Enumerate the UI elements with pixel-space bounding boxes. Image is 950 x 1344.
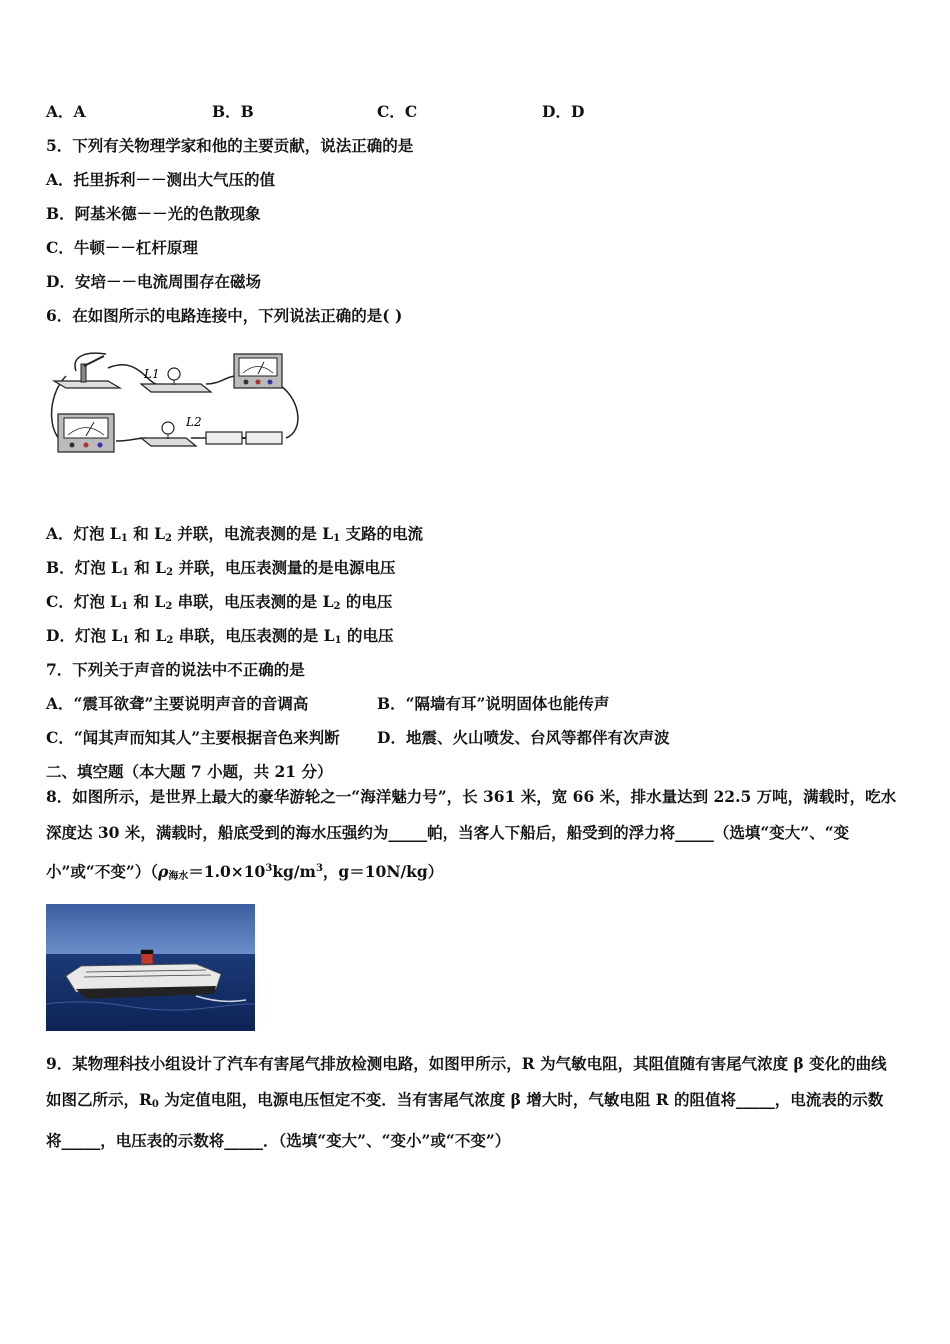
circuit-figure: [46, 346, 302, 468]
section-heading: 二、填空题（本大题 7 小题，共 21 分）: [46, 762, 333, 781]
q5-option-c: C．牛顿－－杠杆原理: [46, 238, 198, 257]
q6-option-b: B．灯泡 $L_1$ 和 $L_2$ 并联，电压表测量的是电源电压: [46, 558, 396, 578]
q4-option-c: C．C: [377, 102, 418, 121]
q5-option-b: B．阿基米德－－光的色散现象: [46, 204, 261, 223]
q6-option-a: A．灯泡 $L_1$ 和 $L_2$ 并联，电流表测的是 $L_1$ 支路的电流: [46, 524, 424, 544]
cruise-ship-image: [46, 904, 255, 1031]
q5-option-a: A．托里拆利－－测出大气压的值: [46, 170, 276, 189]
q6-stem: 6．在如图所示的电路连接中，下列说法正确的是( ): [46, 306, 403, 325]
q7-option-a: A．“震耳欲聋”主要说明声音的音调高: [46, 694, 309, 713]
ship-photo: [46, 904, 255, 1031]
q4-option-d: D．D: [542, 102, 585, 121]
q7-option-c: C．“闻其声而知其人”主要根据音色来判断: [46, 728, 340, 747]
q5-stem: 5．下列有关物理学家和他的主要贡献，说法正确的是: [46, 136, 414, 155]
q7-option-b: B．“隔墙有耳”说明固体也能传声: [377, 694, 610, 713]
q9-text: 9．某物理科技小组设计了汽车有害尾气排放检测电路，如图甲所示，R 为气敏电阻，其阻值随有害尾气浓度 β 变化的曲线如图乙所示，$R_0$ 为定值电阻，电源电压恒定不变．当有害尾气浓度 β 增大时，气敏电阻 R 的阻值将_____，电流表的示数将_____，电压表的示数将_____．（选填“变大”、“变小”或“不变”）: [46, 1054, 887, 1150]
q7-stem: 7．下列关于声音的说法中不正确的是: [46, 660, 305, 679]
q7-option-d: D．地震、火山喷发、台风等都伴有次声波: [377, 728, 670, 747]
q4-option-a: A．A: [46, 102, 86, 121]
q6-option-c: C．灯泡 $L_1$ 和 $L_2$ 串联，电压表测的是 $L_2$ 的电压: [46, 592, 393, 612]
label-l1: L1: [144, 367, 160, 381]
q8-text: 8．如图所示，是世界上最大的豪华游轮之一“海洋魅力号”，长 361 米，宽 66 米，排水量达到 22.5 万吨，满载时，吃水深度达 30 米，满载时，船底受到的海水压强约为_____帕，当客人下船后，船受到的浮力将_____（选填“变大”、“变小”或“不变$”)(\rho_{海水}=1.0\times 10^3kg/m^3$，g＝10N/kg）: [46, 787, 897, 883]
q5-option-d: D．安培－－电流周围存在磁场: [46, 272, 261, 291]
q6-option-d: D．灯泡 $L_1$ 和 $L_2$ 串联，电压表测的是 $L_1$ 的电压: [46, 626, 394, 646]
circuit-diagram: [46, 346, 302, 468]
q4-option-b: B．B: [212, 102, 254, 121]
label-l2: L2: [186, 415, 202, 429]
